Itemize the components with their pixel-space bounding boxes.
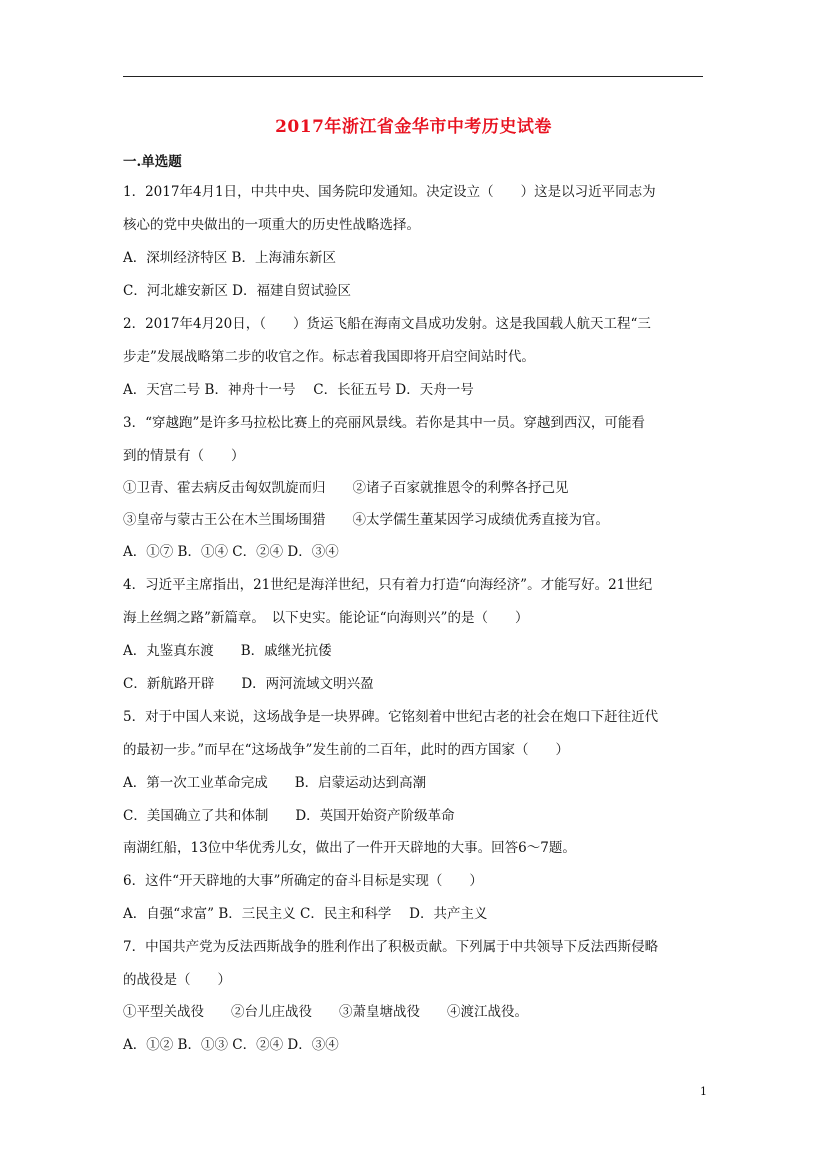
option-line: C．美国确立了共和体制 D．英国开始资产阶级革命 bbox=[123, 808, 455, 824]
text-line: 3．“穿越跑”是许多马拉松比赛上的亮丽风景线。若你是其中一员。穿越到西汉，可能看 bbox=[123, 415, 645, 431]
option-line: C．河北雄安新区 D．福建自贸试验区 bbox=[123, 283, 351, 299]
page-title: 2017年浙江省金华市中考历史试卷 bbox=[275, 117, 552, 137]
text-line: 步走”发展战略第二步的收官之作。标志着我国即将开启空间站时代。 bbox=[123, 349, 535, 365]
text-line: 到的情景有（ ） bbox=[123, 448, 245, 464]
text-line: 7．中国共产党为反法西斯战争的胜利作出了积极贡献。下列属于中共领导下反法西斯侵略 bbox=[123, 939, 659, 955]
text-line: 2．2017年4月20日，（ ）货运飞船在海南文昌成功发射。这是我国载人航天工程“三 bbox=[123, 316, 651, 332]
option-line: A．第一次工业革命完成 B．启蒙运动达到高潮 bbox=[123, 775, 427, 791]
header-rule bbox=[123, 76, 703, 77]
section-heading: 一.单选题 bbox=[123, 154, 182, 170]
text-line: 核心的党中央做出的一项重大的历史性战略选择。 bbox=[123, 217, 420, 233]
text-line: 的战役是（ ） bbox=[123, 972, 231, 988]
text-line: 南湖红船，13位中华优秀儿女，做出了一件开天辟地的大事。回答6～7题。 bbox=[123, 840, 576, 856]
text-line: ①卫青、霍去病反击匈奴凯旋而归 ②诸子百家就推恩令的利弊各抒己见 bbox=[123, 480, 569, 496]
option-line: A．天宫二号 B．神舟十一号 C．长征五号 D．天舟一号 bbox=[123, 382, 474, 398]
text-line: 1．2017年4月1日，中共中央、国务院印发通知。决定设立（ ）这是以习近平同志为 bbox=[123, 184, 656, 200]
option-line: A．深圳经济特区 B．上海浦东新区 bbox=[123, 250, 336, 266]
text-line: 海上丝绸之路”新篇章。 以下史实。能论证“向海则兴”的是（ ） bbox=[123, 610, 529, 626]
page-number: 1 bbox=[700, 1085, 707, 1098]
option-line: A．丸鉴真东渡 B．戚继光抗倭 bbox=[123, 643, 332, 659]
text-line: 4．习近平主席指出，21世纪是海洋世纪，只有着力打造“向海经济”。才能写好。21世纪 bbox=[123, 577, 653, 593]
option-line: A．①⑦ B．①④ C．②④ D．③④ bbox=[123, 544, 339, 560]
option-line: C．新航路开辟 D．两河流域文明兴盈 bbox=[123, 676, 374, 692]
option-line: A．①② B．①③ C．②④ D．③④ bbox=[123, 1037, 339, 1053]
text-line: 5．对于中国人来说，这场战争是一块界碑。它铭刻着中世纪古老的社会在炮口下赶往近代 bbox=[123, 709, 659, 725]
text-line: ③皇帝与蒙古王公在木兰围场围猎 ④太学儒生董某因学习成绩优秀直接为官。 bbox=[123, 512, 609, 528]
option-line: A．自强“求富” B．三民主义 C．民主和科学 D．共产主义 bbox=[123, 906, 488, 922]
text-line: ①平型关战役 ②台儿庄战役 ③萧皇塘战役 ④渡江战役。 bbox=[123, 1004, 528, 1020]
text-line: 6．这件“开天辟地的大事”所确定的奋斗目标是实现（ ） bbox=[123, 873, 483, 889]
text-line: 的最初一步。”而早在“这场战争”发生前的二百年，此时的西方国家（ ） bbox=[123, 742, 569, 758]
